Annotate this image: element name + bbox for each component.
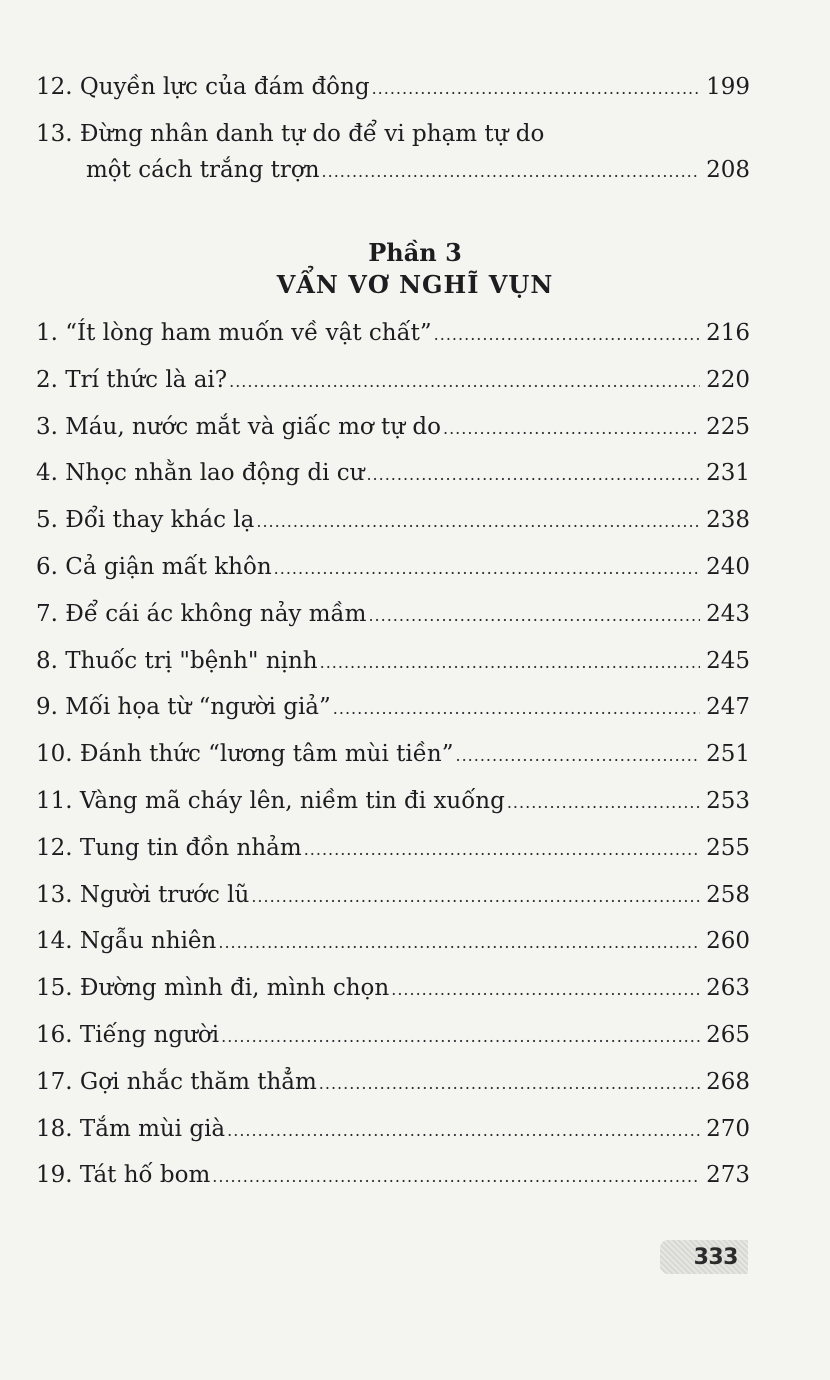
entry-page: 220 [706,366,750,393]
part-label: Phần 3 [368,238,462,267]
entry-title-line2: một cách trắng trợn [86,157,320,183]
toc-entry [36,412,750,444]
entry-title: 11. Vàng mã cháy lên, niềm tin đi xuống [36,788,505,814]
toc-entry [36,833,750,865]
dot-leader [391,975,700,1005]
toc-entry [36,458,750,490]
toc-entry [36,973,750,1005]
dot-leader [256,507,700,537]
toc-entry [36,505,750,537]
entry-title: 1. “Ít lòng ham muốn về vật chất” [36,320,432,346]
entry-title: 18. Tắm mùi già [36,1115,226,1142]
dot-leader [229,367,700,397]
entry-page: 238 [706,507,750,534]
toc-entry [36,1114,750,1146]
toc-entry [86,155,750,187]
entry-title: 12. Tung tin đồn nhảm [36,834,302,861]
dot-leader [368,601,700,631]
dot-leader [333,694,700,724]
dot-leader [322,157,700,187]
toc-entry [36,318,750,350]
dot-leader [443,414,700,444]
entry-title: 12. Quyền lực của đám đông [36,74,370,100]
entry-page: 243 [706,600,750,627]
entry-page: 273 [706,1162,750,1189]
entry-page: 216 [706,320,750,346]
entry-page: 251 [706,741,750,768]
entry-title: 13. Người trước lũ [36,881,250,908]
dot-leader [227,1116,700,1146]
entry-page: 255 [706,834,750,861]
toc-entry [36,880,750,912]
entry-title: 16. Tiếng người [36,1022,220,1048]
dot-leader [319,1069,700,1099]
entry-page: 260 [706,928,750,955]
toc-entry [36,739,750,771]
entry-title: 6. Cả giận mất khôn [36,554,272,580]
dot-leader [455,741,700,771]
toc-entry [36,786,750,818]
entry-page: 245 [706,647,750,674]
entry-title: 8. Thuốc trị "bệnh" nịnh [36,647,318,674]
entry-page: 231 [706,460,750,487]
part-title: VẨN VƠ NGHĨ VỤN [276,270,554,299]
dot-leader [212,1162,700,1192]
entry-page: 253 [706,788,750,814]
entry-title: 2. Trí thức là ai? [36,366,228,393]
toc-entry [36,692,750,724]
entry-page: 268 [706,1068,750,1095]
toc-entry [36,599,750,631]
entry-title: 15. Đường mình đi, mình chọn [36,975,390,1002]
entry-page: 208 [706,157,750,183]
toc-entry [36,365,750,397]
dot-leader [372,74,700,104]
entry-title: 5. Đổi thay khác lạ [36,507,255,534]
page-number: 333 [693,1244,738,1270]
entry-title: 4. Nhọc nhằn lao động di cư [36,460,365,487]
entry-title: 19. Tát hố bom [36,1162,211,1189]
dot-leader [274,554,700,584]
page-number-badge [660,1240,748,1274]
entry-title: 3. Máu, nước mắt và giấc mơ tự do [36,413,441,440]
entry-page: 199 [706,74,750,100]
entry-title: 17. Gợi nhắc thăm thẳm [36,1068,317,1095]
entry-page: 270 [706,1115,750,1142]
dot-leader [221,1022,700,1052]
entry-page: 240 [706,554,750,580]
toc-entry [36,72,750,104]
dot-leader [434,320,700,350]
dot-leader [251,882,700,912]
entry-page: 247 [706,694,750,721]
entry-title: 14. Ngẫu nhiên [36,928,217,955]
toc-entry [36,926,750,958]
toc-entry [36,1067,750,1099]
toc-entry [36,1020,750,1052]
dot-leader [507,788,700,818]
entry-page: 225 [706,413,750,440]
entry-title: 9. Mối họa từ “người giả” [36,694,331,721]
entry-title: 10. Đánh thức “lương tâm mùi tiền” [36,741,454,768]
dot-leader [218,928,700,958]
dot-leader [320,648,700,678]
entry-title-line1: 13. Đừng nhân danh tự do để vi phạm tự do [36,121,545,147]
entry-title: 7. Để cái ác không nảy mầm [36,600,367,627]
toc-entry [36,552,750,584]
toc-entry [36,1160,750,1192]
dot-leader [304,835,700,865]
entry-page: 263 [706,975,750,1002]
dot-leader [366,460,700,490]
toc-entry [36,646,750,678]
entry-page: 265 [706,1022,750,1048]
entry-page: 258 [706,881,750,908]
